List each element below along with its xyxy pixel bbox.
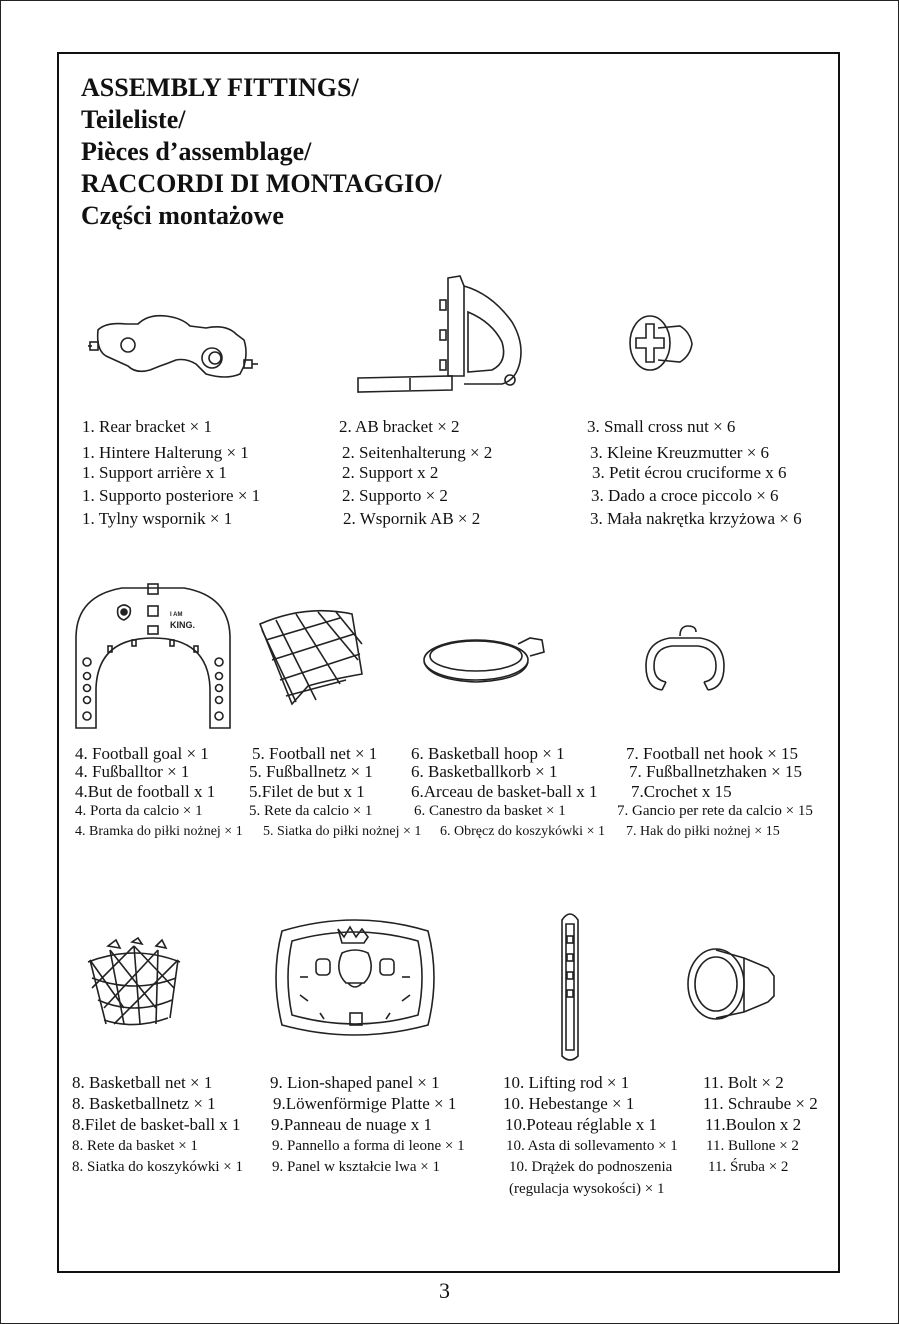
rear-bracket-icon	[86, 300, 266, 390]
part-10-label-fr: 10.Poteau réglable x 1	[505, 1115, 658, 1134]
part-2-label-pl: 2. Wspornik AB × 2	[343, 509, 481, 528]
part-4-label-pl: 4. Bramka do piłki nożnej × 1	[75, 824, 243, 839]
part-6-label-en: 6. Basketball hoop × 1	[411, 744, 565, 763]
net-hook-icon	[640, 622, 730, 696]
part-6-label-de: 6. Basketballkorb × 1	[411, 762, 558, 781]
part-9-label-it: 9. Pannello a forma di leone × 1	[272, 1138, 465, 1154]
part-9-label-fr: 9.Panneau de nuage x 1	[271, 1115, 432, 1134]
part-7-label-fr: 7.Crochet x 15	[631, 782, 732, 801]
part-10-label-pl-cont: (regulacja wysokości) × 1	[509, 1181, 665, 1197]
part-11-label-en: 11. Bolt × 2	[703, 1073, 784, 1092]
part-7-label-pl: 7. Hak do piłki nożnej × 15	[626, 824, 780, 839]
part-4-label-de: 4. Fußballtor × 1	[75, 762, 190, 781]
part-2-label-en: 2. AB bracket × 2	[339, 417, 460, 436]
part-1-label-de: 1. Hintere Halterung × 1	[82, 443, 249, 462]
page-number: 3	[439, 1278, 450, 1303]
part-6-label-fr: 6.Arceau de basket-ball x 1	[411, 782, 598, 801]
title-de: Teileliste/	[81, 105, 186, 134]
part-11-label-it: 11. Bullone × 2	[706, 1138, 799, 1154]
cross-nut-icon	[628, 310, 698, 376]
bolt-icon	[686, 946, 780, 1022]
page-title	[81, 72, 442, 232]
part-4-label-it: 4. Porta da calcio × 1	[75, 803, 203, 819]
title-fr: Pièces d’assemblage/	[81, 137, 312, 166]
part-10-label-pl: 10. Drążek do podnoszenia	[509, 1159, 673, 1175]
part-1-label-it: 1. Supporto posteriore × 1	[82, 486, 261, 505]
part-7-label-it: 7. Gancio per rete da calcio × 15	[617, 803, 813, 819]
lion-panel-icon	[272, 917, 438, 1039]
part-6-label-pl: 6. Obręcz do koszykówki × 1	[440, 824, 605, 839]
part-5-label-it: 5. Rete da calcio × 1	[249, 803, 373, 819]
part-2-label-it: 2. Supporto × 2	[342, 486, 448, 505]
part-5-label-en: 5. Football net × 1	[252, 744, 378, 763]
part-9-label-pl: 9. Panel w kształcie lwa × 1	[272, 1159, 440, 1175]
part-7-label-de: 7. Fußballnetzhaken × 15	[629, 762, 802, 781]
part-8-label-pl: 8. Siatka do koszykówki × 1	[72, 1159, 243, 1175]
basketball-hoop-icon	[420, 630, 550, 686]
part-4-label-fr: 4.But de football x 1	[75, 782, 216, 801]
part-10-label-it: 10. Asta di sollevamento × 1	[506, 1138, 678, 1154]
part-1-label-fr: 1. Support arrière x 1	[82, 463, 227, 482]
part-6-label-it: 6. Canestro da basket × 1	[414, 803, 566, 819]
part-5-label-de: 5. Fußballnetz × 1	[249, 762, 373, 781]
part-9-label-de: 9.Löwenförmige Platte × 1	[273, 1094, 457, 1113]
basketball-net-icon	[84, 938, 184, 1028]
part-3-label-de: 3. Kleine Kreuzmutter × 6	[590, 443, 770, 462]
part-4-label-en: 4. Football goal × 1	[75, 744, 209, 763]
part-11-label-pl: 11. Śruba × 2	[708, 1159, 789, 1175]
part-8-label-it: 8. Rete da basket × 1	[72, 1138, 198, 1154]
goal-logo-line2: KING.	[170, 620, 196, 630]
part-8-label-fr: 8.Filet de basket-ball x 1	[72, 1115, 241, 1134]
lifting-rod-icon	[556, 910, 584, 1062]
part-8-label-de: 8. Basketballnetz × 1	[72, 1094, 216, 1113]
part-2-label-de: 2. Seitenhalterung × 2	[342, 443, 493, 462]
goal-logo-line1: I AM	[170, 612, 183, 618]
part-3-label-it: 3. Dado a croce piccolo × 6	[591, 486, 779, 505]
part-3-label-pl: 3. Mała nakrętka krzyżowa × 6	[590, 509, 802, 528]
football-goal-icon	[72, 578, 234, 730]
part-3-label-fr: 3. Petit écrou cruciforme x 6	[592, 463, 787, 482]
part-1-label-en: 1. Rear bracket × 1	[82, 417, 212, 436]
part-11-label-de: 11. Schraube × 2	[703, 1094, 818, 1113]
part-10-label-de: 10. Hebestange × 1	[503, 1094, 635, 1113]
part-5-label-fr: 5.Filet de but x 1	[249, 782, 365, 801]
part-7-label-en: 7. Football net hook × 15	[626, 744, 799, 763]
part-5-label-pl: 5. Siatka do piłki nożnej × 1	[263, 824, 422, 839]
title-pl: Części montażowe	[81, 201, 284, 230]
title-it: RACCORDI DI MONTAGGIO/	[81, 169, 442, 198]
ab-bracket-icon	[352, 272, 527, 410]
part-8-label-en: 8. Basketball net × 1	[72, 1073, 213, 1092]
title-en: ASSEMBLY FITTINGS/	[81, 73, 359, 102]
part-9-label-en: 9. Lion-shaped panel × 1	[270, 1073, 440, 1092]
part-11-label-fr: 11.Boulon x 2	[705, 1115, 802, 1134]
part-2-label-fr: 2. Support x 2	[342, 463, 439, 482]
part-3-label-en: 3. Small cross nut × 6	[587, 417, 736, 436]
part-1-label-pl: 1. Tylny wspornik × 1	[82, 509, 233, 528]
football-net-icon	[256, 600, 366, 708]
part-10-label-en: 10. Lifting rod × 1	[503, 1073, 630, 1092]
